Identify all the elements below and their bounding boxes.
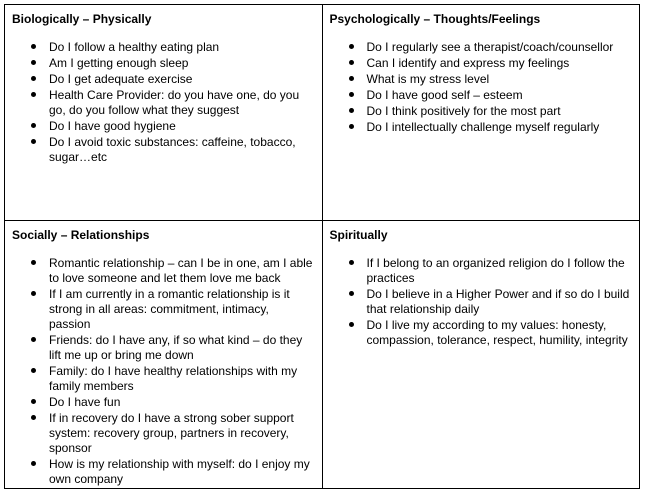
- bullet-icon: [31, 399, 36, 404]
- bullet-icon: [31, 337, 36, 342]
- list-item: [330, 287, 633, 317]
- list-item: [12, 256, 315, 286]
- item-list-biological: [12, 40, 315, 165]
- list-item-text: Do I have good hygiene: [49, 119, 176, 133]
- quadrant-heading-social: Socially – Relationships: [12, 228, 150, 242]
- list-item: [330, 318, 633, 348]
- list-item: [12, 457, 315, 487]
- list-item: [330, 72, 633, 87]
- bullet-icon: [349, 76, 354, 81]
- list-item-text: Do I intellectually challenge myself regularly: [366, 120, 600, 134]
- item-list-spiritual: [330, 256, 633, 348]
- list-item-text: Do I get adequate exercise: [49, 72, 193, 86]
- list-item-text: Friends: do I have any, if so what kind – do they lift me up or bring me down: [49, 333, 303, 362]
- list-item-text: How is my relationship with myself: do I enjoy my own company: [49, 457, 310, 486]
- bullet-icon: [349, 92, 354, 97]
- list-item-text: Romantic relationship – can I be in one, am I able to love someone and let them love me back: [49, 256, 313, 285]
- list-item-text: If I am currently in a romantic relationship is it strong in all areas: commitment, intimacy, passion: [49, 287, 290, 331]
- list-item-text: If I belong to an organized religion do I follow the practices: [366, 256, 625, 285]
- bullet-icon: [349, 291, 354, 296]
- bullet-icon: [31, 461, 36, 466]
- list-item-text: What is my stress level: [366, 72, 490, 86]
- bullet-icon: [349, 44, 354, 49]
- quadrant-spiritual: [322, 221, 640, 489]
- list-item: [12, 40, 315, 55]
- bullet-icon: [31, 44, 36, 49]
- list-item-text: Do I have fun: [49, 395, 121, 409]
- list-item-text: Family: do I have healthy relationships with my family members: [49, 364, 298, 393]
- list-item: [12, 119, 315, 134]
- list-item: [330, 104, 633, 119]
- list-item: [12, 333, 315, 363]
- list-item-text: Do I live my according to my values: honesty, compassion, tolerance, respect, humility, integrity: [366, 318, 628, 347]
- bullet-icon: [31, 123, 36, 128]
- quadrant-biological: [5, 5, 323, 221]
- bullet-icon: [349, 322, 354, 327]
- bullet-icon: [31, 368, 36, 373]
- bullet-icon: [31, 76, 36, 81]
- list-item-text: Do I think positively for the most part: [366, 104, 561, 118]
- bullet-icon: [31, 260, 36, 265]
- list-item: [12, 411, 315, 456]
- list-item: [330, 88, 633, 103]
- item-list-psychological: [330, 40, 633, 135]
- list-item: [330, 56, 633, 71]
- quadrant-psychological: [322, 5, 640, 221]
- bullet-icon: [31, 291, 36, 296]
- bullet-icon: [349, 124, 354, 129]
- list-item-text: Am I getting enough sleep: [49, 56, 189, 70]
- list-item-text: Do I follow a healthy eating plan: [49, 40, 220, 54]
- bullet-icon: [31, 415, 36, 420]
- list-item-text: Do I believe in a Higher Power and if so do I build that relationship daily: [366, 287, 630, 316]
- list-item-text: Do I have good self – esteem: [366, 88, 523, 102]
- list-item: [12, 72, 315, 87]
- list-item: [12, 88, 315, 118]
- item-list-social: [12, 256, 315, 487]
- list-item-text: Do I regularly see a therapist/coach/counsellor: [366, 40, 614, 54]
- list-item-text: If in recovery do I have a strong sober support system: recovery group, partners in recovery, sponsor: [49, 411, 294, 455]
- bullet-icon: [31, 60, 36, 65]
- quadrant-heading-spiritual: Spiritually: [329, 228, 388, 242]
- quadrant-social: [5, 221, 323, 489]
- list-item: [330, 40, 633, 55]
- bullet-icon: [349, 260, 354, 265]
- bullet-icon: [349, 108, 354, 113]
- list-item-text: Can I identify and express my feelings: [366, 56, 570, 70]
- list-item-text: Do I avoid toxic substances: caffeine, tobacco, sugar…etc: [49, 135, 296, 164]
- list-item: [12, 287, 315, 332]
- list-item: [330, 120, 633, 135]
- list-item: [12, 364, 315, 394]
- wellness-quadrant-table: [4, 4, 640, 489]
- quadrant-heading-biological: Biologically – Physically: [12, 12, 152, 26]
- bullet-icon: [31, 92, 36, 97]
- quadrant-heading-psychological: Psychologically – Thoughts/Feelings: [329, 12, 541, 26]
- list-item: [12, 56, 315, 71]
- list-item: [12, 395, 315, 410]
- bullet-icon: [31, 139, 36, 144]
- list-item: [330, 256, 633, 286]
- bullet-icon: [349, 60, 354, 65]
- list-item: [12, 135, 315, 165]
- list-item-text: Health Care Provider: do you have one, do you go, do you follow what they suggest: [49, 88, 300, 117]
